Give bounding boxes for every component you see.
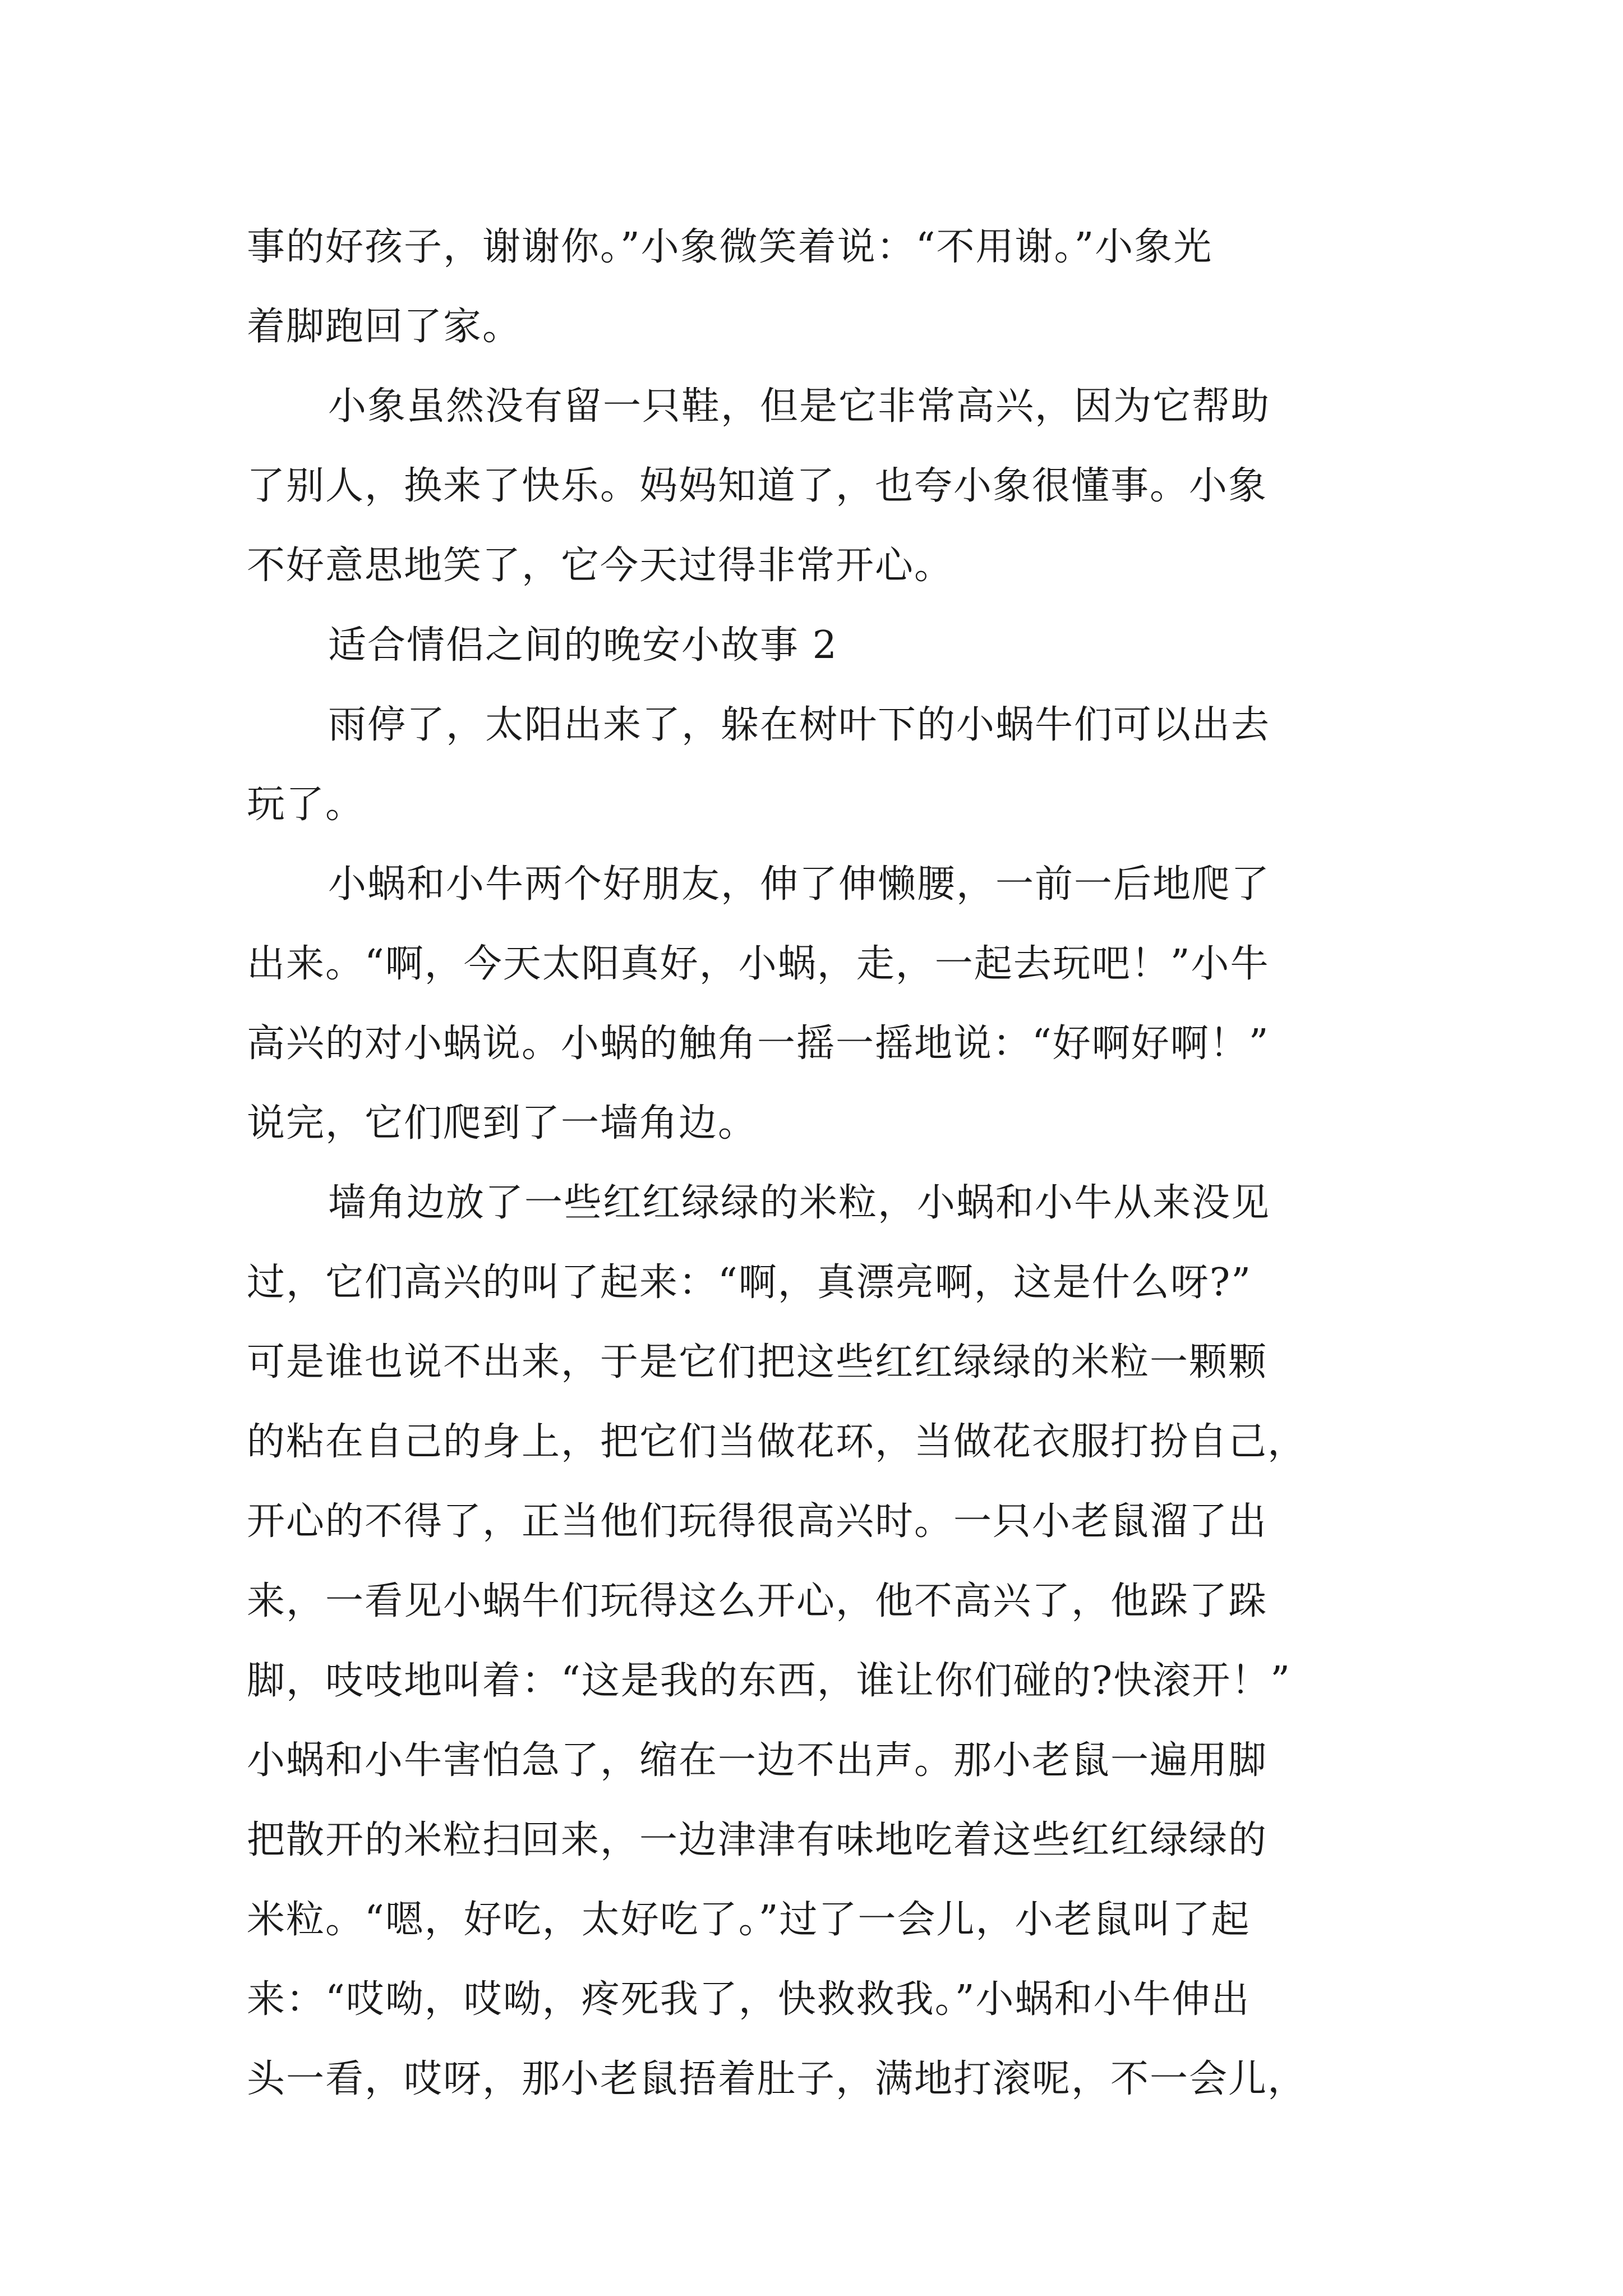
text-line: 出来。“啊，今天太阳真好，小蜗，走，一起去玩吧！”小牛 [247,942,1270,986]
text-line: 玩了。 [247,783,365,827]
text-line: 头一看，哎呀，那小老鼠捂着肚子，满地打滚呢，不一会儿， [247,2057,1307,2101]
paragraph-start-line: 雨停了，太阳出来了，躲在树叶下的小蜗牛们可以出去 [328,703,1271,747]
text-line: 开心的不得了，正当他们玩得很高兴时。一只小老鼠溜了出 [247,1499,1268,1544]
text-line: 来：“哎呦，哎呦，疼死我了，快救救我。”小蜗和小牛伸出 [247,1977,1251,2022]
text-line: 过，它们高兴的叫了起来：“啊，真漂亮啊，这是什么呀?” [247,1260,1252,1305]
paragraph-start-line: 墙角边放了一些红红绿绿的米粒，小蜗和小牛从来没见 [328,1181,1271,1225]
text-line: 高兴的对小蜗说。小蜗的触角一摇一摇地说：“好啊好啊！” [247,1022,1270,1066]
text-line: 脚，吱吱地叫着：“这是我的东西，谁让你们碰的?快滚开！” [247,1659,1291,1703]
text-line: 把散开的米粒扫回来，一边津津有味地吃着这些红红绿绿的 [247,1818,1268,1862]
text-line: 的粘在自己的身上，把它们当做花环，当做花衣服打扮自己， [247,1420,1307,1464]
text-line: 米粒。“嗯，好吃，太好吃了。”过了一会儿，小老鼠叫了起 [247,1898,1251,1942]
text-line: 来，一看见小蜗牛们玩得这么开心，他不高兴了，他跺了跺 [247,1579,1268,1623]
text-line: 了别人，换来了快乐。妈妈知道了，也夸小象很懂事。小象 [247,464,1268,508]
text-line: 可是谁也说不出来，于是它们把这些红红绿绿的米粒一颗颗 [247,1340,1268,1384]
paragraph-start-line: 小蜗和小牛两个好朋友，伸了伸懒腰，一前一后地爬了 [328,862,1271,907]
text-line: 说完，它们爬到了一墙角边。 [247,1101,758,1145]
paragraph-start-line: 小象虽然没有留一只鞋，但是它非常高兴，因为它帮助 [328,384,1271,429]
text-line: 小蜗和小牛害怕急了，缩在一边不出声。那小老鼠一遍用脚 [247,1738,1268,1783]
story-heading: 适合情侣之间的晚安小故事 2 [328,623,838,668]
text-line: 事的好孩子，谢谢你。”小象微笑着说：“不用谢。”小象光 [247,225,1213,269]
text-line: 不好意思地笑了，它今天过得非常开心。 [247,544,954,588]
story-text-block [247,208,1385,2119]
text-line: 着脚跑回了家。 [247,305,522,349]
